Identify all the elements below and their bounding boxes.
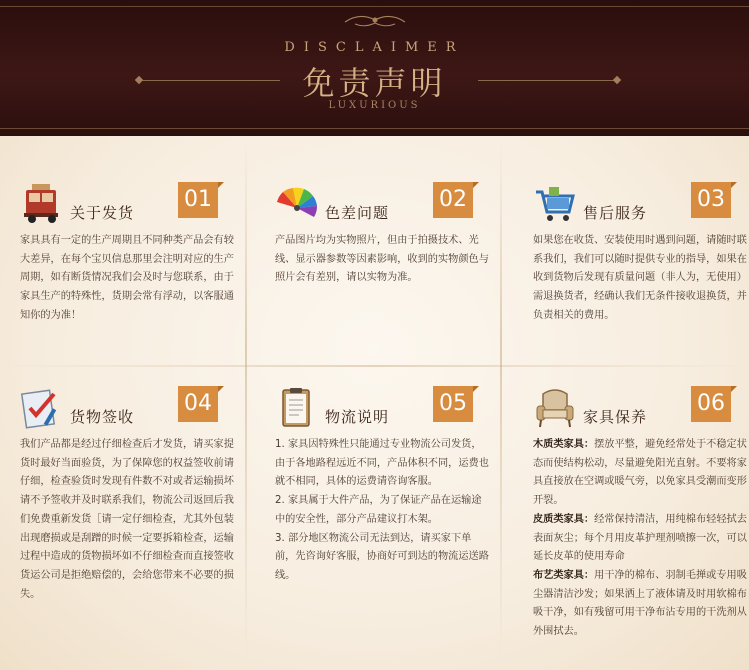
card-number-badge: 05 [433,386,473,422]
color-fan-icon [275,182,319,226]
checklist-icon [20,386,64,430]
card-paragraph: 2. 家具属于大件产品，为了保证产品在运输途中的安全性，部分产品建议打木架。 [275,495,482,525]
card-paragraph: 3. 部分地区物流公司无法到达，请买家下单前，先咨询好客服，协商好可到达的物流运送路线。 [275,532,489,581]
banner-top-rule [0,6,749,7]
care-section-text: 经常保持清洁，用纯棉布轻轻拭去表面灰尘；每个月用皮革护理剂喷擦一次，可以延长皮革的使用寿命 [533,513,747,563]
care-section-text: 摆放平整，避免经常处于不稳定状态而使结构松动，尽量避免阳光直射。不要将家具直接放在空调或暖气旁，以免家具受潮而变形开裂。 [533,439,747,507]
row-divider [0,365,749,367]
card-text [533,232,747,326]
card-number-badge: 03 [691,182,731,218]
card-text [20,232,234,326]
card-paragraph: 家具具有一定的生产周期且不同种类产品会有较大差异，在每个宝贝信息那里会注明对应的生产周期，如有断货情况我们会及时与您联系，由于家具生产的特殊性，货期会常有浮动，以客服通知你的为准！ [20,235,234,321]
care-section-label: 布艺类家具： [533,569,595,581]
card-title: 售后服务 [583,204,648,222]
care-section-label: 皮质类家具： [533,513,595,525]
column-divider [245,140,247,660]
column-divider [500,140,502,660]
card-text [20,436,234,604]
card-text [275,436,489,586]
card-paragraph: 如果您在收货、安装使用时遇到问题，请随时联系我们，我们可以随时提供专业的指导，如果在收到货物后发现有质量问题（非人为，无使用）需退换货者，经确认我们无条件接收退换货，并负责相关的费用。 [533,235,747,321]
care-section-fabric [533,567,747,642]
care-section-label: 木质类家具： [533,439,595,450]
card-paragraph: 1. 家具因特殊性只能通过专业物流公司发货，由于各地路程远近不同，产品体积不同，运费也就不相同，具体的运费请咨询客服。 [275,439,489,488]
page-subtitle: LUXURIOUS [328,100,421,111]
card-number-badge: 01 [178,182,218,218]
care-section-wood [533,436,747,511]
card-number-badge: 06 [691,386,731,422]
armchair-icon [533,386,577,430]
banner-bottom-rule [0,128,749,129]
card-title: 关于发货 [70,204,135,222]
card-number-badge: 04 [178,386,218,422]
header-banner [0,0,749,136]
eyebrow-text: DISCLAIMER [284,40,465,55]
card-title: 家具保养 [583,408,648,426]
card-title: 货物签收 [70,408,135,426]
care-section-leather [533,511,747,567]
card-paragraph: 产品图片均为实物照片，但由于拍摄技术、光线、显示器参数等因素影响，收到的实物颜色与照片会有差别，请以实物为准。 [275,235,489,284]
card-text [275,232,489,288]
card-paragraph: 我们产品都是经过仔细检查后才发货，请买家提货时最好当面验货，为了保障您的权益签收前请仔细，检查验货时发现有件数不对或者运输损坏请不予签收并及时联系我们，物流公司返回后我们免费重新发货［请一定仔细检查，尤其外包装出现磨损或是刮蹭的时候一定要拆箱检查，运输过程中造成的货物损坏如不仔细检查而直接签收货运公司是拒绝赔偿的，会给您带来不必要的损失。 [20,439,234,600]
clipboard-icon [275,386,319,430]
shopping-cart-icon [533,182,577,226]
truck-icon [20,182,64,226]
card-number-badge: 02 [433,182,473,218]
card-text [533,436,747,642]
card-title: 物流说明 [325,408,390,426]
card-title: 色差问题 [325,204,390,222]
care-section-text: 用干净的棉布、羽制毛掸或专用吸尘器清洁沙发；如果洒上了液体请及时用软棉布吸干净，如有残留可用干净布沾专用的干洗剂从外围拭去。 [533,569,747,638]
ornament-icon [340,10,410,30]
page-title: 免责声明 [302,64,447,102]
